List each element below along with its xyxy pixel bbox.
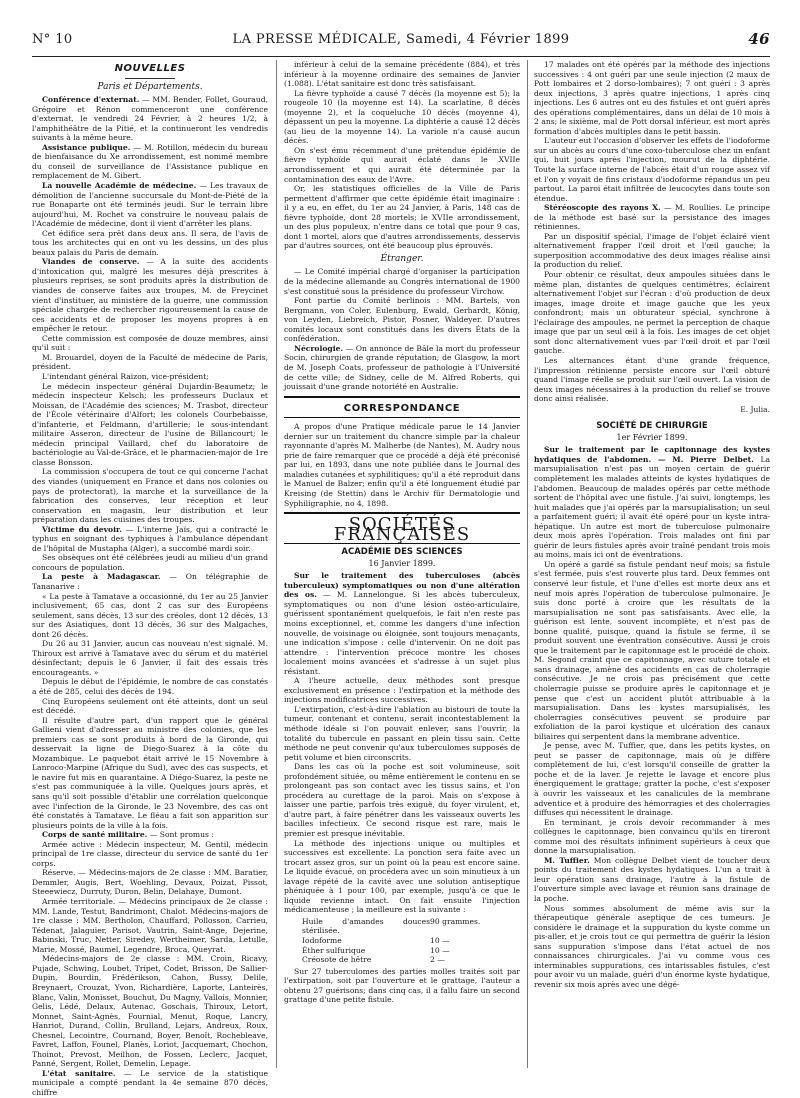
news-text: — MM. Bender, Follet, Gouraud, Grégoire et Rénon commenceront une conférence d'externat, le vendredi 24 Février, à 2 heures 1/2, à l'amphithéâtre de la Pitié, et la continueront les vendredis suivants à la même heure. — [32, 95, 268, 143]
news-text: — Le service de la statistique municipale a compté pendant la 4e semaine 870 décès, chiffre — [32, 1068, 269, 1097]
news-text: — On annonce de Bâle la mort du professeur Socin, chirurgien de grande réputation; de Glasgow, la mort de M. Joseph Coats, professeur de pathologie à l'Université de cette ville; de Sidney, celle de M. Alfred Roberts, qui jouissait d'une grande notoriété en Australie. — [284, 343, 521, 392]
paragraph: En terminant, je crois devoir recommander à mes collègues le capitonnage, bien convaincu qu'ils en tireront comme moi des résultats infiniment supérieurs à ceux que donne la marsupialisation. — [534, 817, 770, 856]
paragraph: A propos d'une Pratique médicale parue le 14 Janvier dernier sur un traitement du chancre simple par la chaleur rayonnante d'après M. Malherbe (de Nantes), M. Audry nous prie de faire remarquer que ce procédé a déjà été préconisé par lui, en 1893, dans une note publiée dans le Journal des maladies cutanées et syphilitiques; qu'il a été reproduit dans le Manuel de Balzer; enfin qu'il a été longuement étudié par Kreising (de Stettin) dans le Archiv für Dermatologie und Syphiligraphie, no 4, 1898. — [284, 422, 520, 508]
paragraph: Dans les cas où la poche est soit volumineuse, soit profondément située, ou même entièrement le contenu en se prolongeant pas son contact avec les tissus sains, et l'on procédera au curettage de la paroi. Mais on s'expose à laisser une partie, parfois très exiguë, du foyer virulent, et, d'autre part, à faire pénétrer dans les vaisseaux ouverts les bacilles infectieux. Ce second risque est rare, mais le premier est presque inévitable. — [284, 762, 520, 839]
news-text: — M. Lannelongue. Si les abcès tuberculeux, symptomatiques ou non d'une lésion ostéo-articulaire, guérissent spontanément quelquefois, le fait n'en reste pas moins exceptionnel, et, comme les dangers d'une infection nouvelle, de voisinage ou éloignée, sont toujours menaçants, une indication s'impose : celle d'intervenir. On ne doit pas attendre : l'intervention précoce montre les choses localement moins avancées et s'adresse à un sujet plus résistant. — [284, 590, 520, 676]
session-date: 16 Janvier 1899. — [368, 558, 436, 568]
paragraph: Réserve. — Médecins-majors de 2e classe : MM. Baratier, Demmler, Augis, Bert, Woehling, Devaux, Poizat, Pissot, Steeewiecz, Durruty, Duron, Belin, Delahaye, Dumont. — [32, 868, 268, 897]
news-text: — Sont promus : — [149, 830, 214, 840]
paragraph: inférieur à celui de la semaine précédente (884), et très inférieur à la moyenne ordinaire des semaines de Janvier (1.088). L'état sanitaire est donc très satisfaisant. — [284, 60, 520, 89]
paragraph: Il résulte d'autre part, d'un rapport que le général Gallieni vient d'adresser au ministre des colonies, que les premiers cas se sont produits à bord de la Gironde, qui desservait la ligne de Diego-Suarez à la côte du Mozambique. Le paquebot était arrivé le 15 Novembre à Lanroco-Marpine (Afrique du Sud), avec des cas suspects, et le navire fut mis en quarantaine. A Diégo-Suarez, la peste ne s'est pas communiquée à la ville. Quelques jours après, et sans qu'il soit possible d'établir une corrélation quelconque avec l'infection de la Gironde, le 23 Novembre, des cas ont été constatés à Tamatave. Le fléau a fait son apparition sur plusieurs points de la ville à la fois. — [32, 715, 268, 830]
paragraph: « La peste à Tamatave a occasionné, du 1er au 25 Janvier inclusivement, 65 cas, dont 2 cas sur des Européens seulement, sans décès, 13 sur des créoles, dont 12 décès, 13 sur des Asiatiques, dont 13 décès, 36 sur des Malgaches, dont 26 décès. — [32, 591, 268, 639]
news-text: — M. Roullies. Le principe de la méthode est basé sur la persistance des images rétiniennes. — [534, 203, 770, 232]
news-item — [32, 525, 268, 554]
paragraph: L'extirpation, c'est-à-dire l'ablation au bistouri de toute la tumeur, contenant et contenu, serait incontestablement la méthode idéale si l'on pouvait enlever, sans l'ouvrir, la totalité du tubercule en passant en plein tissu sain. Cette méthode ne peut convenir qu'aux tuberculomes supposés de petit volume et bien circonscrits. — [284, 704, 520, 762]
section-title-nouvelles: NOUVELLES — [114, 63, 186, 74]
page-number: 46 — [748, 30, 770, 48]
news-label: Viandes de conserve. — [42, 257, 140, 267]
news-label: Victime du devoir. — [42, 524, 122, 534]
column-3 — [534, 60, 770, 1068]
news-text: — A la suite des accidents d'intoxication qui, malgré les mesures déjà prescrites à plusieurs reprises, se sont produits après la distribution de viandes de conserve faites aux troupes, M. de Freycinet vient d'instituer, au ministère de la guerre, une commission spéciale chargée de rechercher rigoureusement la cause de ces accidents et de proposer les moyens propres à en empêcher le retour. — [32, 257, 268, 334]
news-item — [534, 856, 770, 904]
news-item — [32, 143, 268, 181]
news-item — [534, 203, 770, 232]
news-item — [534, 445, 770, 560]
news-item — [284, 571, 520, 676]
paragraph: La fièvre typhoïde a causé 7 décès (la moyenne est 5); la rougeole 10 (la moyenne est 14). La scarlatine, 8 décès (moyenne 2), et la coqueluche 10 décès (moyenne 4), dépassent un peu la moyenne. La diphtérie a causé 12 décès (au lieu de la moyenne 14). La variole n'a causé aucun décès. — [284, 88, 520, 146]
formula-item: Iodoforme — [302, 936, 342, 946]
page-header — [32, 32, 770, 50]
formula-row — [302, 917, 520, 936]
formula-qty: 10 — — [430, 945, 450, 955]
section-rule — [284, 417, 520, 418]
news-text: — L'interne Jaïs, qui a contracté le typhus en soignant des typhiques à l'ambulance dépendant de l'hôpital de Mustapha (Alger), a succombé mardi soir. — [32, 524, 268, 553]
news-label: M. Tuffier. — [544, 855, 590, 865]
news-item — [32, 1069, 268, 1098]
paragraph: Ses obsèques ont été célébrées jeudi au milieu d'un grand concours de population. — [32, 553, 268, 572]
paragraph: La méthode des injections unique ou multiples et successives est excellente. La ponction sera faite avec un trocart assez gros, sur un point où la peau est encore saine. Le liquide évacué, on procédera avec un soin minutieux à un lavage répété de la cavité avec une solution antiseptique phéniquée à 1 pour 100, par exemple, jusqu'à ce que le liquide revienne intact. On fait ensuite l'injection médicamenteuse ; la meilleure est la suivante : — [284, 838, 520, 915]
news-item — [32, 572, 268, 591]
news-item — [284, 344, 520, 392]
paragraph: Pour obtenir ce résultat, deux ampoules situées dans le même plan, distantes de quelques centimètres, éclairent alternativement l'objet sur l'écran : d'où production de deux images, image droite et image gauche que les yeux confondront; mais un obturateur spécial, synchrone à l'éclairage des ampoules, ne permet la perception de chaque image que par un seul œil à la fois. Les images de cet objet sont donc alternativement vues par l'œil droit et par l'œil gauche. — [534, 270, 770, 356]
paragraph: Je pense, avec M. Tuffier, que, dans les petits kystes, on peut se passer de capitonnage, mais où je diffère complètement de lui, c'est lorsqu'il conseille de gratter la poche et de la laver. Je rejette le lavage et encore plus énergiquement le grattage; gratter la poche, c'est s'exposer à ouvrir les vaisseaux et les canalicules de la membrane adventice et à produire des hémorragies et des cholerragies diffuses qui nécessitent le drainage. — [534, 741, 770, 818]
paragraph: Les alternances étant d'une grande fréquence, l'impression rétinienne persiste encore sur l'œil obturé quand l'image réelle se produit sur l'œil ouvert. La vision de deux images nécessaires à la production du relief se trouve donc ainsi réalisée. — [534, 355, 770, 404]
news-label: Stéréoscopie des rayons X. — [544, 203, 661, 213]
journal-title: LA PRESSE MÉDICALE, Samedi, 4 Février 1899 — [232, 32, 570, 47]
news-item — [32, 95, 268, 143]
paragraph: Médecins-majors de 2e classe : MM. Croin, Ricavy, Pujade, Schwing, Loubet, Tripet, Codet, Brisson, De Sallier-Dupin, Bourdin, Frédérikson, Cahon, Bussy, Delile, Breynaert, Crouzat, Yvon, Richardière, Laporte, Lanteirès, Blanc, Valin, Monisset, Bouchut, Du Magny, Vallois, Monnier, Gelis, Lédé, Delaux, Autenac, Goschais, Thiroux, Letort, Monnet, Saint-Agnès, Fournial, Menut, Roque, Lancry, Hanriot, Durand, Collin, Brulland, Lejars, Andreux, Roux, Chesnel, Lecointre, Cournand, Boyer, Benoît, Rochebleave, Favret, Laffon, Founel, Planès, Loriot, Jacquemart, Chochon, Thoinot, Prevost, Meilhon, de Fossen, Leclerc, Jacquet, Panné, Sergent, Rollet, Demelin, Lepage. — [32, 954, 268, 1069]
issue-number: N° 10 — [32, 32, 73, 47]
section-title-correspondance: CORRESPONDANCE — [343, 402, 461, 414]
formula-qty: 90 grammes. — [430, 916, 481, 926]
formula-qty: 2 — — [430, 955, 445, 965]
news-item — [32, 257, 268, 333]
paragraph: Cet édifice sera prêt dans deux ans. Il sera, de l'avis de tous les architectes qui en ont vu les dessins, un des plus beaux palais du Paris de demain. — [32, 228, 268, 257]
society-title: SOCIÉTÉ DE CHIRURGIE — [596, 421, 708, 432]
paragraph: 17 malades ont été opérés par la méthode des injections successives : 4 ont guéri par une seule injection (2 maux de Pott lombaires et 2 dorso-lombaires); 7 ont guéri : 3 après deux injections, 3 après quatre injections, 1 après cinq injections. Les 6 autres ont eu des fistules et ont guéri après des opérations complémentaires, dans un délai de 10 mois à 2 ans; le sixième, mal de Pott dorsal inférieur, est mort après formation d'abcès multiples dans le petit bassin. — [534, 60, 770, 136]
society-title: ACADÉMIE DES SCIENCES — [341, 547, 463, 558]
paragraph: Font partie du Comité berlinois : MM. Bartels, von Bergmann, von Coler, Eulenburg, Ewald, Gerhardt, König, von Leyden, Liebreich, Pistor, Posner, Waldeyer. D'autres comités locaux sont constitués dans les divers États de la confédération. — [284, 296, 520, 344]
section-rule — [284, 396, 520, 398]
subsection-title: Paris et Départements. — [97, 81, 203, 92]
paragraph: L'auteur eut l'occasion d'observer les effets de l'iodoforme sur un abcès au cours d'une coxo-tuberculose chez un enfant qui, huit jours après l'injection, mourut de la diphtérie. Toute la surface interne de l'abcès était d'un rouge assez vif et l'on y voyait de fins cristaux d'iodoforme répandus un peu partout. La paroi était infiltrée de leucocytes dans toute son étendue. — [534, 136, 770, 203]
formula-list — [302, 917, 520, 965]
paragraph: — Le Comité impérial chargé d'organiser la participation de la médecine allemande au Congrès international de 1900 s'est constitué sous la présidence du professeur Virchow. — [284, 267, 520, 296]
news-label: Sur le traitement par le capitonnage des kystes hydatiques de l'abdomen. — M. Pierre Delbet. — [534, 445, 770, 464]
column-1 — [32, 60, 269, 1097]
session-date: 1er Février 1899. — [616, 432, 688, 442]
news-item — [32, 181, 268, 229]
formula-qty: 10 — — [430, 936, 450, 946]
paragraph: Nous sommes absolument de même avis sur la thérapeutique générale aseptique de ces tumeurs. Je considère le drainage et la suppuration du kyste comme un pis-aller, et je crois tout ce qui permettra de guérir la lésion sans suppuration s'impose dans l'état actuel de nos connaissances chirurgicales. J'ai vu comme vous ces interminables suppurations, ces intarissables fistules, c'est pour avoir vu un malade, guéri d'un énorme kyste hydatique, revenir six mois après avec une dégé- — [534, 903, 770, 989]
paragraph: A l'heure actuelle, deux méthodes sont presque exclusivement en présence : l'extirpation et la méthode des injections modificatrices successives. — [284, 676, 520, 705]
paragraph: Or, les statistiques officielles de la Ville de Paris permettent d'affirmer que cette épidémie était imaginaire : il y a eu, en effet, du 1er au 24 Janvier, à Paris, 148 cas de fièvre typhoïde, dont 28 mortels; le XVIIe arrondissement, un des plus populeux, n'entre dans ce total que pour 9 cas, dont 1 mortel, alors que d'autres arrondissements, desservis par d'autres sources, ont été beaucoup plus éprouvés. — [284, 184, 520, 251]
formula-row — [302, 946, 520, 956]
news-text: — M. Rotillon, médecin du bureau de bienfaisance du Xe arrondissement, est nommé membre du conseil de surveillance de l'Assistance publique en remplacement de M. Gibert. — [32, 142, 268, 181]
news-text: — On télégraphie de Tananarive : — [32, 572, 269, 591]
formula-row — [302, 936, 520, 946]
column-divider — [276, 60, 277, 1068]
column-2 — [284, 60, 520, 1068]
paragraph: Cette commission est composée de douze membres, ainsi qu'il suit : — [32, 333, 268, 353]
news-text: La marsupialisation n'est pas un moyen certain de guérir complètement les malades atteints de kystes hydatiques de l'abdomen. Beaucoup de malades opérés par cette méthode sortent de l'hôpital avec une fistule. J'ai suivi, longtemps, les huit malades que j'ai opérés par la marsupialisation; un seul a parfaitement guéri; il avait été opéré pour un kyste intra-hépatique. Un autre est mort de tuberculose pulmonaire deux mois après l'opération. Trois malades ont fini par guérir de leurs fistules après avoir traîné pendant trois mois au moins, mais ici ont de éventrations. — [534, 454, 771, 560]
header-rule — [32, 56, 770, 57]
news-text: — Les travaux de démolition de l'ancienne succursale du Mont-de-Piété de la rue Bonaparte ont été terminés jeudi. Sur le terrain libre aujourd'hui, M. Rochet va construire le nouveau palais de l'Académie de médecine, dont il vient d'arrêter les plans. — [32, 181, 268, 229]
news-label: La nouvelle Académie de médecine. — [42, 181, 197, 191]
news-label: Sur le traitement des tuberculoses (abcès tuberculeux) symptomatiques ou non d'une altération des os. — [284, 571, 520, 600]
paragraph: L'intendant général Raizon, vice-président; — [42, 371, 209, 381]
paragraph: Par un dispositif spécial, l'image de l'objet éclairé vient alternativement frapper l'œil droit et l'œil gauche; la superposition accommodative des deux images réalise ainsi la production du relief. — [534, 231, 770, 270]
paragraph: M. Brouardel, doyen de la Faculté de médecine de Paris, président. — [32, 352, 268, 372]
news-label: Nécrologie. — [294, 343, 344, 353]
paragraph: Armée active : Médecin inspecteur, M. Gentil, médecin principal de 1re classe, directeur du service de santé du 1er corps. — [32, 839, 268, 868]
news-label: Assistance publique. — [42, 142, 131, 152]
paragraph: Du 26 au 31 Janvier, aucun cas nouveau n'est signalé. M. Thiroux est arrivé à Tamatave avec du sérum et du matériel désinfectant; depuis le 6 Janvier, il fait des essais très encourageants. » — [32, 639, 268, 677]
news-label: La peste à Madagascar. — [42, 572, 161, 582]
news-text: Mon collègue Delbet vient de toucher deux points du traitement des kystes hydatiques. L'un a trait à leur opération sans drainage, l'autre à la fistule de l'ouverture simple avec lavage et réunion sans drainage de la poche. — [534, 855, 770, 904]
news-item — [32, 830, 268, 840]
paragraph: Un opéré a gardé sa fistule pendant neuf mois; sa fistule s'est fermée, puis s'est rouverte plus tard. Deux femmes ont conservé leur fistule, et l'une d'elles est morte deux ans et neuf mois après l'opération de tuberculose pulmonaire. Je suis donc porté à croire que les résultats de la marsupialisation ne sont pas satisfaisants. Avec elle, la guérison est lente, souvent incomplète, et n'est pas de bonne qualité, puisque, quand la fistule se ferme, il se produit souvent une éventration consécutive. Aussi je crois que le traitement par le capitonnage est le procédé de choix. M. Segond craint que ce capitonnage, avec suture totale et sans drainage, amène des accidents en cas de cholerragie consécutive. Je ne crois pas précisément que cette cholerragie puisse se produire après le capitonnage et je pense que c'est un accident plutôt attribuable à la marsupialisation. Dans les kystes marsupialisés, les cholerragies consécutives peuvent se produire par exfoliation de la paroi kystique et ulcération des canaux biliaires qui serpentent dans la membrane adventice. — [534, 559, 770, 741]
paragraph: La commission s'occupera de tout ce qui concerne l'achat des viandes (uniquement en France et dans nos colonies ou pays de protectorat), la marche et la surveillance de la fabrication des conserves, leur réception et leur conservation en magasin, leur distribution et leur préparation dans les cuisines des troupes. — [32, 467, 268, 525]
section-rule — [125, 78, 175, 79]
subsection-title: Étranger. — [380, 253, 424, 264]
paragraph: Cinq Européens seulement ont été atteints, dont un seul est décédé. — [32, 696, 268, 716]
paragraph: Sur 27 tuberculomes des parties molles traités soit par l'extirpation, soit par l'ouverture et le grattage, l'auteur a obtenu 27 guérisons; dans cinq cas, il a fallu faire un second grattage d'une petite fistule. — [284, 966, 520, 1005]
formula-item: Éther sulfurique — [302, 945, 366, 955]
paragraph: On s'est ému récemment d'une prétendue épidémie de fièvre typhoïde qui aurait éclaté dans le XVIIe arrondissement et qui aurait été déterminée par la contamination des eaux de l'Avre. — [284, 145, 520, 184]
formula-item: Huile d'amandes douces stérilisée. — [302, 916, 430, 936]
section-title-societes: SOCIÉTÉS FRANÇAISES — [333, 514, 471, 545]
paragraph: Armée territoriale. — Médecins principaux de 2e classe : MM. Lande, Testut, Bandrimont, Chalot. Médecins-majors de 1re classe : MM. Bertholon, Chauffard, Pollosson, Carrieu, Tédenat, Jalaguier, Parisot, Vautrin, Saint-Ange, Dejerine, Babinski, Truc, Netter, Siredey, Wertheimer, Sarda, Letulle, Marie, Mossé, Baumel, Legendre, Broca, Queyrat. — [32, 897, 268, 954]
news-label: Corps de santé militaire. — [42, 830, 148, 840]
column-divider — [527, 60, 528, 1068]
formula-row — [302, 955, 520, 965]
author-signature: E. Julia. — [740, 404, 770, 414]
paragraph: Depuis le début de l'épidémie, le nombre de cas constatés a été de 285, celui des décès de 194. — [32, 677, 268, 696]
paragraph: Le médecin inspecteur général Dujardin-Beaumetz; le médecin inspecteur Kelsch; les professeurs Duclaux et Moissan, de l'Académie des sciences; M. Trasbot, directeur de l'École vétérinaire d'Alfort; les colonels Courbebaisse, d'infanterie, et Feldmann, d'artillerie; le sous-intendant militaire Asseron, directeur de l'usine de Billancourt; le médecin principal Vaillard, chef du laboratoire de bactériologie au Val-de-Grâce, et le pharmacien-major de 1re classe Bonsson. — [32, 381, 268, 467]
news-label: Conférence d'externat. — [42, 95, 140, 105]
news-label: L'état sanitaire. — [42, 1068, 116, 1078]
formula-item: Créosote de hêtre — [302, 955, 372, 965]
